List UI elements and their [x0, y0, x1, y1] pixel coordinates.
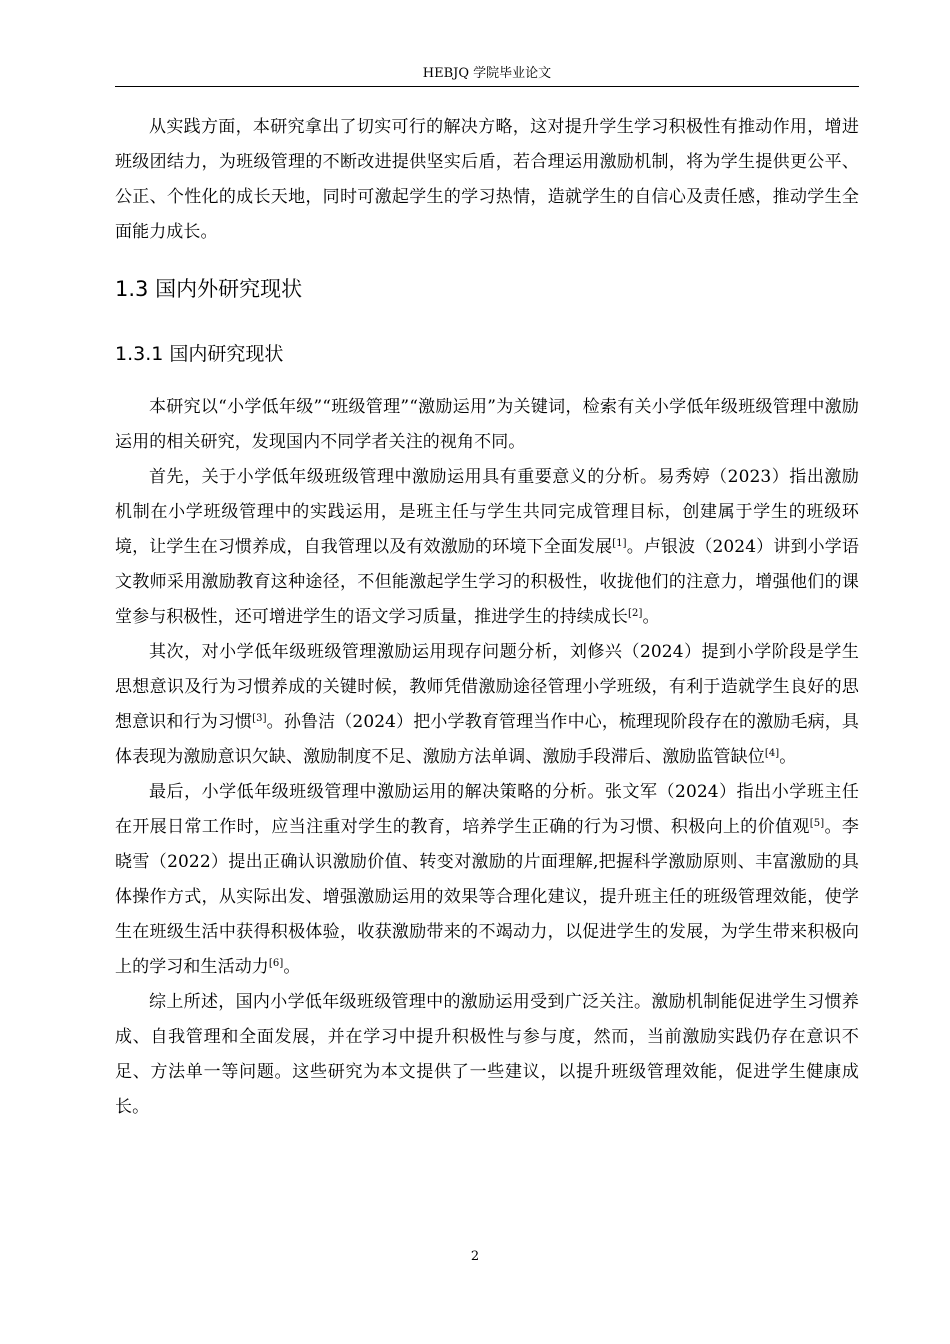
citation-ref-4: [4] [764, 748, 780, 759]
paragraph-practice: 从实践方面，本研究拿出了切实可行的解决方略，这对提升学生学习积极性有推动作用，增进班级团结力，为班级管理的不断改进提供坚实后盾，若合理运用激励机制，将为学生提供更公平、公正、个性化的成长天地，同时可激起学生的学习热情，造就学生的自信心及责任感，推动学生全面能力成长。 [115, 117, 859, 242]
section-heading-1-3: 1.3 国内外研究现状 [115, 277, 303, 301]
paragraph-text: 。孙鲁洁（2024）把小学教育管理当作中心，梳理现阶段存在的激励毛病，具体表现为激励意识欠缺、激励制度不足、激励方法单调、激励手段滞后、激励监管缺位 [115, 712, 859, 767]
paragraph-problems [115, 635, 859, 775]
paragraph-text: 。李晓雪（2022）提出正确认识激励价值、转变对激励的片面理解,把握科学激励原则、丰富激励的具体操作方式，从实际出发、增强激励运用的效果等合理化建议，提升班主任的班级管理效能，使学生在班级生活中获得积极体验，收获激励带来的不竭动力，以促进学生的发展，为学生带来积极向上的学习和生活动力 [115, 817, 860, 977]
section-heading-1-3-1: 1.3.1 国内研究现状 [115, 343, 284, 365]
citation-ref-3: [3] [252, 713, 267, 724]
page-number: 2 [470, 1249, 480, 1264]
paragraph-text: 首先，关于小学低年级班级管理中激励运用具有重要意义的分析。易秀婷（2023）指出激励机制在小学班级管理中的实践运用，是班主任与学生共同完成管理目标，创建属于学生的班级环境，让学生在习惯养成，自我管理以及有效激励的环境下全面发展 [115, 467, 859, 557]
page-body [115, 110, 859, 1125]
header-rule [115, 86, 859, 87]
paragraph-text: 。卢银波（2024）讲到小学语文教师采用激励教育这种途径，不但能激起学生学习的积极性，收拢他们的注意力，增强他们的课堂参与积极性，还可增进学生的语文学习质量，推进学生的持续成长 [115, 537, 859, 627]
paragraph-significance [115, 460, 859, 635]
citation-ref-2: [2] [628, 608, 643, 619]
paragraph-strategies [115, 775, 859, 985]
page-header: HEBJQ 学院毕业论文 [422, 66, 552, 81]
paragraph-text: 。 [283, 957, 301, 977]
paragraph-text: 。 [779, 747, 797, 767]
paragraph-keywords: 本研究以“小学低年级”“班级管理”“激励运用”为关键词，检索有关小学低年级班级管理中激励运用的相关研究，发现国内不同学者关注的视角不同。 [115, 397, 859, 452]
paragraph-text: 最后，小学低年级班级管理中激励运用的解决策略的分析。张文军（2024）指出小学班主任在开展日常工作时，应当注重对学生的教育，培养学生正确的行为习惯、积极向上的价值观 [115, 782, 859, 837]
citation-ref-5: [5] [809, 818, 825, 829]
paragraph-summary: 综上所述，国内小学低年级班级管理中的激励运用受到广泛关注。激励机制能促进学生习惯养成、自我管理和全面发展，并在学习中提升积极性与参与度，然而，当前激励实践仍存在意识不足、方法单一等问题。这些研究为本文提供了一些建议，以提升班级管理效能，促进学生健康成长。 [115, 992, 859, 1117]
paragraph-text: 。 [642, 607, 660, 627]
citation-ref-1: [1] [612, 538, 627, 549]
citation-ref-6: [6] [268, 958, 284, 969]
paragraph-text: 其次，对小学低年级班级管理激励运用现存问题分析，刘修兴（2024）提到小学阶段是学生思想意识及行为习惯养成的关键时候，教师凭借激励途径管理小学班级，有利于造就学生良好的思想意识和行为习惯 [115, 642, 859, 732]
